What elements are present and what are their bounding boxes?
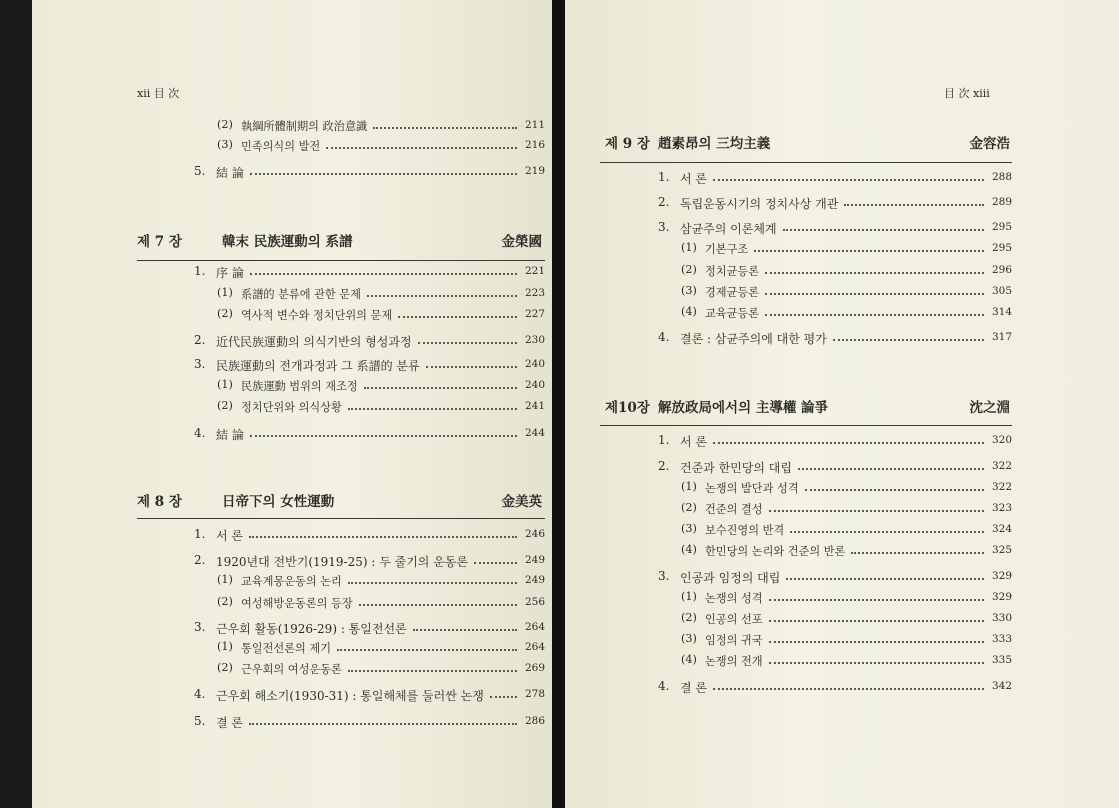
- chapter-rule: [600, 425, 1012, 426]
- toc-entry-title: 건준의 결성: [705, 503, 763, 516]
- toc-entry-title: 결 론: [216, 716, 243, 730]
- toc-entry-page: 256: [524, 596, 545, 608]
- leader-dots: [769, 599, 984, 601]
- leader-dots: [844, 204, 984, 206]
- leader-dots: [359, 604, 517, 606]
- toc-entry-title: 서 론: [680, 435, 707, 449]
- toc-entry-title: 서 론: [680, 172, 707, 186]
- toc-entry-page: 329: [991, 591, 1012, 603]
- chapter-author: 金美英: [501, 494, 542, 510]
- toc-entry-number: (2): [217, 661, 233, 674]
- leader-dots: [250, 273, 517, 275]
- toc-entry-page: 314: [991, 306, 1012, 318]
- toc-entry-number: (3): [681, 522, 697, 535]
- toc-entry-number: (1): [681, 480, 697, 493]
- leader-dots: [769, 510, 984, 512]
- toc-entry-number: 4.: [658, 330, 670, 344]
- toc-entry-page: 219: [524, 165, 545, 177]
- toc-entry-number: 2.: [658, 459, 670, 473]
- toc-entry-title: 서 론: [216, 529, 243, 543]
- toc-entry-page: 295: [991, 242, 1012, 254]
- toc-entry-page: 335: [991, 654, 1012, 666]
- toc-entry-page: 317: [991, 331, 1012, 343]
- chapter-rule: [137, 518, 545, 519]
- toc-entry-page: 246: [524, 528, 545, 540]
- toc-entry-number: 5.: [194, 714, 206, 728]
- toc-entry-number: (1): [681, 590, 697, 603]
- leader-dots: [765, 272, 984, 274]
- toc-entry-page: 240: [524, 358, 545, 370]
- toc-entry-title: 정치단위와 의식상황: [241, 401, 342, 414]
- toc-entry-page: 342: [991, 680, 1012, 692]
- toc-entry-number: (3): [681, 284, 697, 297]
- leader-dots: [373, 127, 517, 129]
- toc-entry-number: 3.: [658, 220, 670, 234]
- toc-entry-number: 3.: [658, 569, 670, 583]
- toc-entry-title: 통일전선론의 제기: [241, 642, 332, 655]
- leader-dots: [851, 552, 984, 554]
- toc-entry-title: 근우회의 여성운동론: [241, 663, 342, 676]
- toc-entry-page: 223: [524, 287, 545, 299]
- toc-entry-title: 교육균등론: [705, 307, 760, 320]
- toc-entry-page: 264: [524, 641, 545, 653]
- leader-dots: [713, 179, 984, 181]
- toc-entry-title: 독립운동시기의 정치사상 개관: [680, 197, 839, 211]
- chapter-author: 金榮國: [501, 234, 542, 250]
- leader-dots: [413, 629, 517, 631]
- toc-entry-number: 1.: [658, 170, 670, 184]
- toc-entry-title: 기본구조: [705, 243, 749, 256]
- toc-entry-number: (2): [681, 263, 697, 276]
- toc-entry-page: 329: [991, 570, 1012, 582]
- toc-entry-title: 경제균등론: [705, 286, 760, 299]
- leader-dots: [337, 649, 517, 651]
- leader-dots: [326, 147, 517, 149]
- toc-entry-page: 249: [524, 554, 545, 566]
- leader-dots: [769, 641, 984, 643]
- chapter-label: 제10장: [605, 400, 650, 416]
- toc-entry-number: 3.: [194, 620, 206, 634]
- leader-dots: [783, 229, 984, 231]
- toc-entry-title: 정치균등론: [705, 265, 760, 278]
- chapter-label: 제 9 장: [605, 136, 650, 152]
- toc-entry-page: 305: [991, 285, 1012, 297]
- chapter-label: 제 7 장: [137, 234, 182, 250]
- toc-entry-title: 결 론: [680, 681, 707, 695]
- leader-dots: [474, 562, 517, 564]
- toc-entry-number: 1.: [194, 264, 206, 278]
- toc-entry-page: 296: [991, 264, 1012, 276]
- chapter-title: 日帝下의 女性運動: [222, 494, 335, 510]
- toc-entry-number: (4): [681, 653, 697, 666]
- toc-entry-number: 1.: [658, 433, 670, 447]
- leader-dots: [769, 662, 984, 664]
- leader-dots: [490, 696, 517, 698]
- toc-entry-page: 227: [524, 308, 545, 320]
- toc-entry-number: (1): [681, 241, 697, 254]
- leader-dots: [249, 723, 517, 725]
- toc-entry-number: (2): [217, 399, 233, 412]
- chapter-title: 解放政局에서의 主導權 論爭: [658, 400, 829, 416]
- toc-entry-number: 5.: [194, 164, 206, 178]
- leader-dots: [426, 366, 517, 368]
- toc-entry-page: 288: [991, 171, 1012, 183]
- toc-entry-page: 264: [524, 621, 545, 633]
- leader-dots: [398, 316, 517, 318]
- book-gutter: [552, 0, 565, 808]
- right-page: [563, 0, 1119, 808]
- toc-entry-number: (4): [681, 305, 697, 318]
- toc-entry-title: 근우회 해소기(1930-31) : 통일해체를 둘러싼 논쟁: [216, 689, 484, 703]
- toc-entry-title: 근우회 활동(1926-29) : 통일전선론: [216, 622, 407, 636]
- toc-entry-number: 3.: [194, 357, 206, 371]
- leader-dots: [790, 531, 984, 533]
- toc-entry-page: 216: [524, 139, 545, 151]
- leader-dots: [713, 442, 984, 444]
- toc-entry-title: 삼균주의 이론체계: [680, 222, 777, 236]
- toc-entry-page: 325: [991, 544, 1012, 556]
- chapter-author: 金容浩: [969, 136, 1010, 152]
- toc-entry-number: (2): [217, 118, 233, 131]
- toc-entry-number: 4.: [658, 679, 670, 693]
- toc-entry-title: 民族運動의 전개과정과 그 系譜的 분류: [216, 359, 420, 373]
- toc-entry-number: (2): [681, 611, 697, 624]
- toc-entry-title: 결론 : 삼균주의에 대한 평가: [680, 332, 827, 346]
- toc-entry-title: 1920년대 전반기(1919-25) : 두 줄기의 운동론: [216, 555, 468, 569]
- leader-dots: [713, 688, 984, 690]
- toc-entry-title: 여성해방운동론의 등장: [241, 597, 353, 610]
- leader-dots: [805, 489, 984, 491]
- toc-entry-page: 289: [991, 196, 1012, 208]
- chapter-title: 韓末 民族運動의 系譜: [222, 234, 353, 250]
- running-header: 目 次 xiii: [944, 87, 990, 100]
- toc-entry-page: 249: [524, 574, 545, 586]
- toc-entry-title: 역사적 변수와 정치단위의 문제: [241, 309, 393, 322]
- toc-entry-number: (1): [217, 378, 233, 391]
- toc-entry-page: 278: [524, 688, 545, 700]
- toc-entry-page: 211: [524, 119, 545, 131]
- toc-entry-page: 241: [524, 400, 545, 412]
- chapter-author: 沈之淵: [969, 400, 1010, 416]
- toc-entry-number: (2): [217, 307, 233, 320]
- toc-entry-title: 系譜的 분류에 관한 문제: [241, 288, 361, 301]
- left-page: [32, 0, 554, 808]
- chapter-title: 趙素昂의 三均主義: [658, 136, 771, 152]
- chapter-rule: [137, 260, 545, 261]
- toc-entry-page: 333: [991, 633, 1012, 645]
- leader-dots: [348, 582, 517, 584]
- leader-dots: [250, 173, 517, 175]
- toc-entry-title: 논쟁의 전개: [705, 655, 763, 668]
- leader-dots: [367, 295, 517, 297]
- chapter-label: 제 8 장: [137, 494, 182, 510]
- toc-entry-page: 295: [991, 221, 1012, 233]
- leader-dots: [798, 468, 984, 470]
- toc-entry-title: 結 論: [216, 428, 244, 442]
- toc-entry-number: (1): [217, 640, 233, 653]
- leader-dots: [765, 293, 984, 295]
- toc-entry-number: 2.: [658, 195, 670, 209]
- leader-dots: [348, 408, 517, 410]
- toc-entry-number: 2.: [194, 333, 206, 347]
- running-header: xii 目 次: [137, 87, 180, 100]
- toc-entry-page: 330: [991, 612, 1012, 624]
- toc-entry-number: 1.: [194, 527, 206, 541]
- leader-dots: [348, 670, 517, 672]
- toc-entry-page: 244: [524, 427, 545, 439]
- toc-entry-title: 인공의 선포: [705, 613, 763, 626]
- toc-entry-page: 230: [524, 334, 545, 346]
- toc-entry-number: 4.: [194, 426, 206, 440]
- toc-entry-title: 교육계몽운동의 논리: [241, 575, 342, 588]
- toc-entry-page: 324: [991, 523, 1012, 535]
- toc-entry-title: 民族運動 범위의 재조정: [241, 380, 358, 393]
- toc-entry-number: 2.: [194, 553, 206, 567]
- toc-entry-title: 인공과 임정의 대립: [680, 571, 781, 585]
- toc-entry-page: 286: [524, 715, 545, 727]
- toc-entry-number: (1): [217, 573, 233, 586]
- toc-entry-title: 논쟁의 성격: [705, 592, 763, 605]
- toc-entry-title: 한민당의 논리와 건준의 반론: [705, 545, 846, 558]
- toc-entry-page: 269: [524, 662, 545, 674]
- toc-entry-title: 건준과 한민당의 대립: [680, 461, 792, 475]
- toc-entry-page: 320: [991, 434, 1012, 446]
- leader-dots: [786, 578, 984, 580]
- toc-entry-number: (1): [217, 286, 233, 299]
- leader-dots: [418, 342, 517, 344]
- toc-entry-number: 4.: [194, 687, 206, 701]
- leader-dots: [769, 620, 984, 622]
- toc-entry-page: 323: [991, 502, 1012, 514]
- leader-dots: [833, 339, 984, 341]
- toc-entry-page: 240: [524, 379, 545, 391]
- toc-entry-number: (3): [681, 632, 697, 645]
- leader-dots: [754, 250, 984, 252]
- toc-entry-title: 結 論: [216, 166, 244, 180]
- toc-entry-title: 近代民族運動의 의식기반의 형성과정: [216, 335, 412, 349]
- leader-dots: [250, 435, 517, 437]
- toc-entry-number: (3): [217, 138, 233, 151]
- toc-entry-number: (4): [681, 543, 697, 556]
- chapter-rule: [600, 162, 1012, 163]
- leader-dots: [364, 387, 517, 389]
- toc-entry-page: 221: [524, 265, 545, 277]
- toc-entry-number: (2): [681, 501, 697, 514]
- toc-entry-page: 322: [991, 481, 1012, 493]
- toc-entry-number: (2): [217, 595, 233, 608]
- toc-entry-page: 322: [991, 460, 1012, 472]
- leader-dots: [249, 536, 517, 538]
- toc-entry-title: 序 論: [216, 266, 244, 280]
- toc-entry-title: 임정의 귀국: [705, 634, 763, 647]
- toc-entry-title: 논쟁의 발단과 성격: [705, 482, 799, 495]
- toc-entry-title: 執綱所體制期의 政治意識: [241, 120, 368, 133]
- leader-dots: [765, 314, 984, 316]
- toc-entry-title: 민족의식의 발전: [241, 140, 321, 153]
- toc-entry-title: 보수진영의 반격: [705, 524, 785, 537]
